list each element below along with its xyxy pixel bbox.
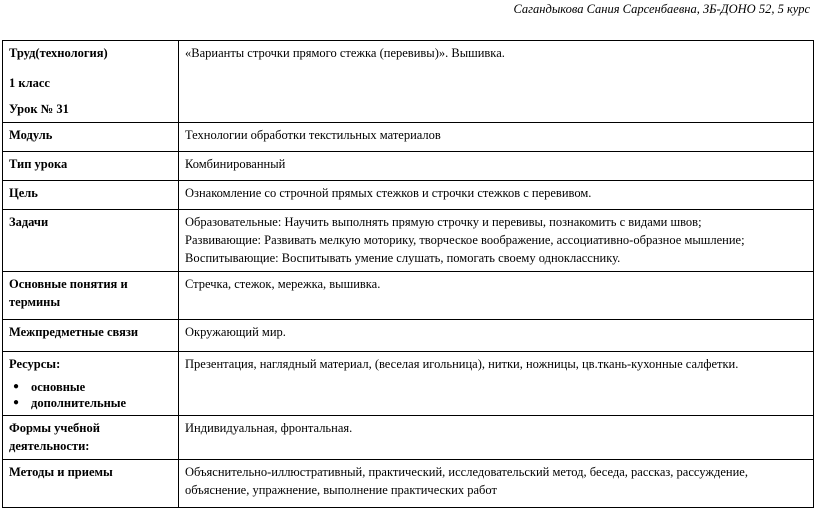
goal-label: Цель [3, 181, 179, 210]
resources-list [9, 379, 173, 411]
tasks-value [179, 210, 814, 272]
concepts-label: Основные понятия и термины [3, 272, 179, 320]
table-row-module [3, 123, 814, 152]
lesson-number-label: Урок № 31 [9, 102, 69, 116]
table-row-interdisciplinary [3, 320, 814, 352]
module-value: Технологии обработки текстильных материалов [179, 123, 814, 152]
table-row-lesson-type [3, 152, 814, 181]
lesson-type-value: Комбинированный [179, 152, 814, 181]
author-header: Сагандыкова Сания Сарсенбаевна, ЗБ-ДОНО 52, 5 курс [513, 2, 810, 16]
list-item: ● дополнительные [31, 395, 173, 411]
lesson-plan-table [2, 40, 814, 508]
table-row-methods [3, 460, 814, 508]
concepts-value: Стречка, стежок, мережка, вышивка. [179, 272, 814, 320]
methods-value: Объяснительно-иллюстративный, практический, исследовательский метод, беседа, рассказ, рассуждение, объяснение, упражнение, выполнение практических работ [179, 460, 814, 508]
task-line-upbringing: Воспитывающие: Воспитывать умение слушать, помогать своему однокласснику. [185, 251, 621, 265]
resources-cell [3, 352, 179, 416]
lesson-info-cell [3, 41, 179, 123]
task-line-educational: Образовательные: Научить выполнять прямую строчку и перевивы, познакомить с видами швов; [185, 215, 702, 229]
table-row-goal [3, 181, 814, 210]
module-label: Модуль [3, 123, 179, 152]
table-row-lesson [3, 41, 814, 123]
lesson-type-label: Тип урока [3, 152, 179, 181]
table-row-activity-forms [3, 416, 814, 460]
interdisciplinary-label: Межпредметные связи [3, 320, 179, 352]
resources-label: Ресурсы: [9, 357, 61, 371]
table-row-tasks [3, 210, 814, 272]
activity-forms-value: Индивидуальная, фронтальная. [179, 416, 814, 460]
lesson-topic: «Варианты строчки прямого стежка (перевивы)». Вышивка. [179, 41, 814, 123]
resources-value: Презентация, наглядный материал, (веселая игольница), нитки, ножницы, цв.ткань-кухонные салфетки. [179, 352, 814, 416]
goal-value: Ознакомление со строчной прямых стежков и строчки стежков с перевивом. [179, 181, 814, 210]
methods-label: Методы и приемы [3, 460, 179, 508]
interdisciplinary-value: Окружающий мир. [179, 320, 814, 352]
table-row-resources [3, 352, 814, 416]
subject-label: Труд(технология) [9, 46, 108, 60]
list-item: ● основные [31, 379, 173, 395]
table-row-concepts [3, 272, 814, 320]
grade-label: 1 класс [9, 76, 50, 90]
activity-forms-label: Формы учебной деятельности: [3, 416, 179, 460]
tasks-label: Задачи [3, 210, 179, 272]
task-line-developing: Развивающие: Развивать мелкую моторику, творческое воображение, ассоциативно-образное мышление; [185, 233, 745, 247]
